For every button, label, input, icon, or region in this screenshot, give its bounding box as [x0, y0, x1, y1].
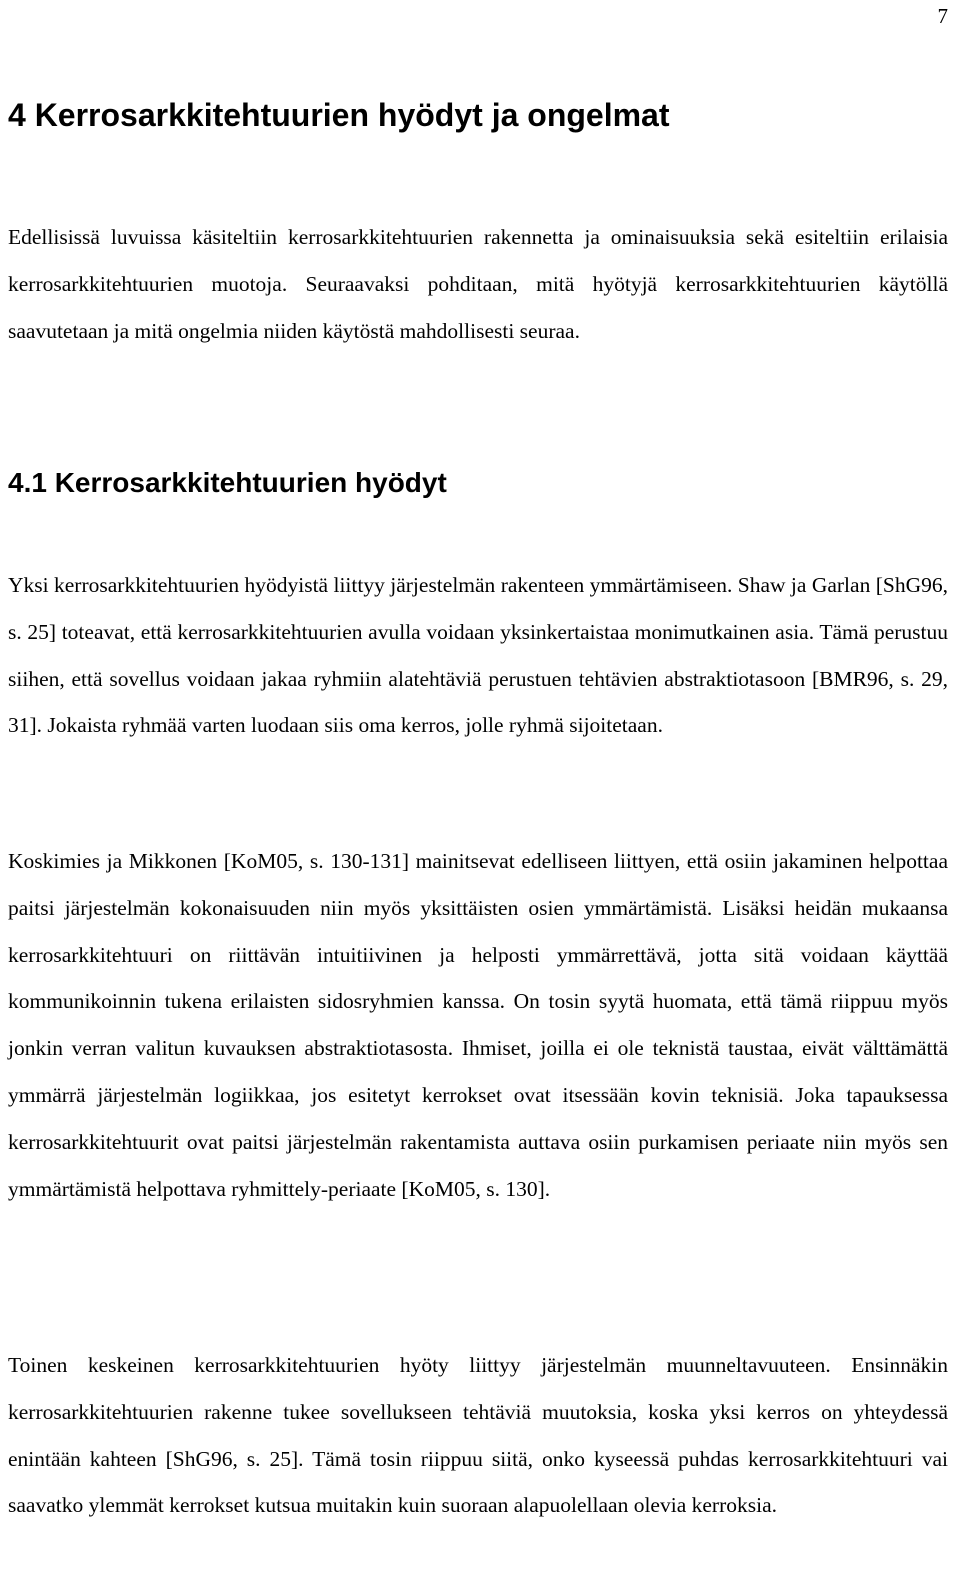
chapter-intro-text: Edellisissä luvuissa käsiteltiin kerrosarkkitehtuurien rakennetta ja ominaisuuksia sekä esiteltiin erilaisia kerrosarkkitehtuurien muotoja. Seuraavaksi pohditaan, mitä hyötyjä kerrosarkkitehtuurien käytöllä saavutetaan ja mitä ongelmia niiden käytöstä mahdollisesti seuraa. [8, 225, 948, 343]
section-paragraph-2: Koskimies ja Mikkonen [KoM05, s. 130-131] mainitsevat edelliseen liittyen, että osiin jakaminen helpottaa paitsi järjestelmän kokonaisuuden niin myös yksittäisten osien ymmärtämistä. Lisäksi heidän mukaansa kerrosarkkitehtuuri on riittävän intuitiivinen ja helposti ymmärrettävä, jotta sitä voidaan käyttää kommunikoinnin tukena erilaisten sidosryhmien kanssa. On tosin syytä huomata, että tämä riippuu myös jonkin verran valitun kuvauksen abstraktiotasosta. Ihmiset, joilla ei ole teknistä taustaa, eivät välttämättä ymmärrä järjestelmän logiikkaa, jos esitetyt kerrokset ovat itsessään kovin teknisiä. Joka tapauksessa kerrosarkkitehtuurit ovat paitsi järjestelmän rakentamista auttava osiin purkamisen periaate niin myös sen ymmärtämistä helpottava ryhmittely-periaate [KoM05, s. 130]. [8, 849, 948, 1201]
page-number: 7 [937, 4, 948, 28]
section-title: 4.1 Kerrosarkkitehtuurien hyödyt [8, 467, 447, 498]
section-paragraph-3: Toinen keskeinen kerrosarkkitehtuurien hyöty liittyy järjestelmän muunneltavuuteen. Ensinnäkin kerrosarkkitehtuurien rakenne tukee sovellukseen tehtäviä muutoksia, koska yksi kerros on yhteydessä enintään kahteen [ShG96, s. 25]. Tämä tosin riippuu siitä, onko kyseessä puhdas kerrosarkkitehtuuri vai saavatko ylemmät kerrokset kutsua muitakin kuin suoraan alapuolellaan olevia kerroksia. [8, 1353, 948, 1518]
section-paragraph-1: Yksi kerrosarkkitehtuurien hyödyistä liittyy järjestelmän rakenteen ymmärtämiseen. Shaw ja Garlan [ShG96, s. 25] toteavat, että kerrosarkkitehtuurien avulla voidaan yksinkertaistaa monimutkainen asia. Tämä perustuu siihen, että sovellus voidaan jakaa ryhmiin alatehtäviä perustuen tehtävien abstraktiotasoon [BMR96, s. 29, 31]. Jokaista ryhmää varten luodaan siis oma kerros, jolle ryhmä sijoitetaan. [8, 573, 948, 738]
chapter-title: 4 Kerrosarkkitehtuurien hyödyt ja ongelmat [8, 97, 670, 133]
